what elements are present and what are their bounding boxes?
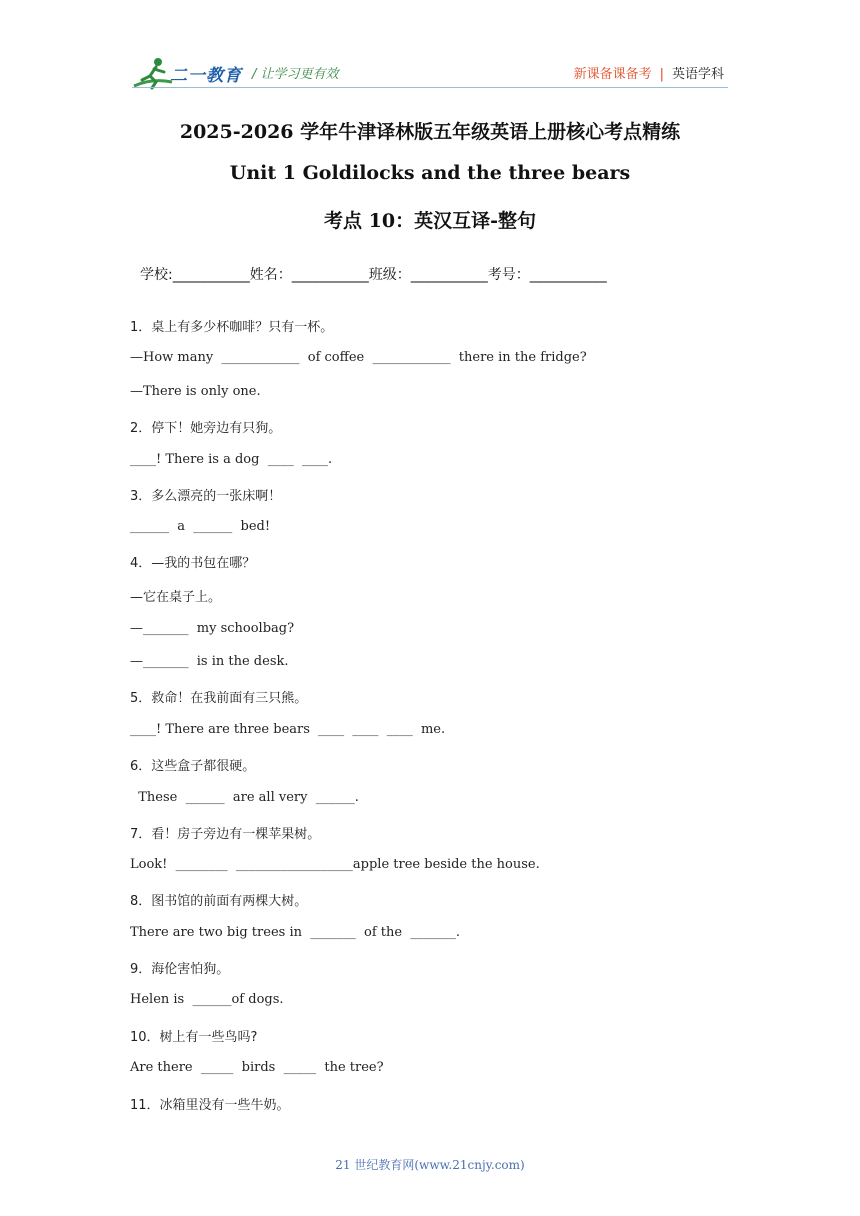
question-line: 10．树上有一些鸟吗? bbox=[130, 1030, 258, 1045]
section-title: 考点 10：英汉互译-整句 bbox=[324, 210, 536, 232]
question-line: 5．救命！在我前面有三只熊。 bbox=[130, 691, 308, 706]
question-line: 6．这些盒子都很硬。 bbox=[130, 759, 256, 774]
student-info-line: 学校:___________姓名：___________班级：___________考号：___________ bbox=[140, 267, 607, 283]
page-header bbox=[0, 0, 860, 98]
question-line: Look! ________ __________________apple tree beside the house. bbox=[130, 857, 540, 872]
question-line: These ______ are all very ______. bbox=[130, 790, 359, 805]
page-footer: 21 世纪教育网(www.21cnjy.com) bbox=[335, 1158, 525, 1172]
question-line: 3．多么漂亮的一张床啊！ bbox=[130, 489, 282, 504]
question-line: —_______ is in the desk. bbox=[130, 654, 289, 669]
header-label-prep: 新课备课备考 bbox=[573, 67, 652, 82]
question-line: 2．停下！她旁边有只狗。 bbox=[130, 421, 282, 436]
question-line: —How many ____________ of coffee ____________ there in the fridge? bbox=[130, 350, 587, 365]
question-line: 7．看！房子旁边有一棵苹果树。 bbox=[130, 827, 321, 842]
doc-title: 2025-2026 学年牛津译林版五年级英语上册核心考点精练 bbox=[179, 121, 681, 143]
question-line: ____! There are three bears ____ ____ ____ me. bbox=[130, 722, 446, 737]
unit-title: Unit 1 Goldilocks and the three bears bbox=[229, 162, 631, 184]
header-separator: | bbox=[659, 67, 664, 82]
logo-text: 二一教育 bbox=[170, 66, 242, 86]
question-line: ____! There is a dog ____ ____. bbox=[130, 452, 333, 467]
header-divider bbox=[132, 87, 728, 88]
question-line: 11．冰箱里没有一些牛奶。 bbox=[130, 1098, 290, 1113]
header-label-subject: 英语学科 bbox=[671, 67, 724, 82]
question-line: 1．桌上有多少杯咖啡？只有一杯。 bbox=[130, 320, 334, 335]
question-line: —_______ my schoolbag? bbox=[130, 621, 295, 636]
question-line: Are there _____ birds _____ the tree? bbox=[130, 1060, 384, 1075]
question-line: 4．—我的书包在哪？ bbox=[130, 556, 256, 571]
header-right bbox=[574, 63, 724, 82]
question-line: —它在桌子上。 bbox=[130, 590, 222, 605]
question-line: ______ a ______ bed! bbox=[130, 519, 271, 534]
question-line: 9．海伦害怕狗。 bbox=[130, 962, 230, 977]
question-line: —There is only one. bbox=[130, 384, 261, 399]
question-line: 8．图书馆的前面有两棵大树。 bbox=[130, 894, 308, 909]
question-line: Helen is ______of dogs. bbox=[130, 992, 284, 1007]
slogan: / 让学习更有效 bbox=[252, 67, 339, 82]
question-line: There are two big trees in _______ of the _______. bbox=[130, 925, 460, 940]
